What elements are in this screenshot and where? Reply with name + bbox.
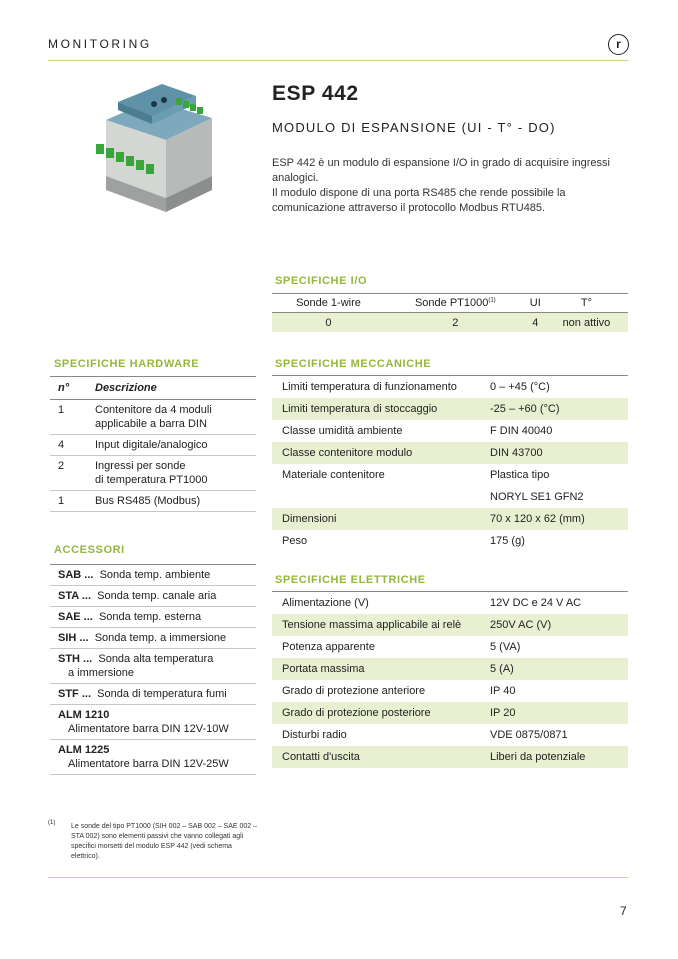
footnote-text: Le sonde del tipo PT1000 (SIH 002 – SAB 002 – SAE 002 – STA 002) sono elementi passivi che vanno collegati agli specifici morsetti del modulo ESP 442 (vedi schema elettrico).	[71, 823, 258, 860]
table-row: STH ... Sonda alta temperatura a immersione	[50, 649, 256, 684]
table-row: Limiti temperatura di funzionamento 0 – +45 (°C)	[272, 376, 628, 399]
io-header: Sonde PT1000$^{(1)}$	[385, 294, 526, 313]
table-row: Tensione massima applicabile ai relè 250V AC (V)	[272, 614, 628, 636]
electrical-table	[272, 591, 628, 768]
table-row: Portata massima 5 (A)	[272, 658, 628, 680]
intro-paragraph-1: ESP 442 è un modulo di espansione I/O in grado di acquisire ingressi analogici.	[272, 157, 610, 184]
io-header: Sonde 1-wire	[272, 294, 385, 313]
brand-logo-icon: r	[608, 34, 629, 55]
mechanical-section-title: SPECIFICHE MECCANICHE	[275, 358, 432, 370]
table-row: ALM 1210 Alimentatore barra DIN 12V-10W	[50, 705, 256, 740]
device-image	[92, 80, 216, 218]
table-row: Classe contenitore modulo DIN 43700	[272, 442, 628, 464]
table-row	[50, 435, 256, 456]
intro-paragraph-2: Il modulo dispone di una porta RS485 che rende possibile la comunicazione attraverso il protocollo Modbus RTU485.	[272, 187, 566, 214]
accessories-section-title: ACCESSORI	[54, 544, 125, 556]
intro-text	[272, 156, 632, 216]
io-header: T°	[545, 294, 628, 313]
hardware-n: 1	[50, 491, 95, 512]
table-row	[50, 400, 256, 435]
io-table	[272, 293, 628, 332]
table-row: STA ... Sonda temp. canale aria	[50, 586, 256, 607]
hardware-n: 4	[50, 435, 95, 456]
mechanical-table	[272, 375, 628, 552]
io-value: 4	[526, 313, 545, 333]
io-value: 0	[272, 313, 385, 333]
hardware-table	[50, 376, 256, 512]
table-row: Grado di protezione anteriore IP 40	[282, 685, 516, 697]
table-row: Materiale contenitore Plastica tipo NORYL SE1 GFN2	[282, 469, 584, 503]
hardware-n: 2	[50, 456, 95, 491]
table-row: SAE ... Sonda temp. esterna	[50, 607, 256, 628]
table-row: Contatti d'uscita Liberi da potenziale	[272, 746, 628, 768]
hardware-desc: Bus RS485 (Modbus)	[95, 491, 256, 512]
hardware-desc: Input digitale/analogico	[95, 435, 256, 456]
page-number: 7	[620, 904, 627, 918]
hardware-col-desc: Descrizione	[95, 377, 256, 400]
table-row: SIH ... Sonda temp. a immersione	[50, 628, 256, 649]
hardware-desc: Ingressi per sonde di temperatura PT1000	[95, 456, 256, 491]
table-row: Disturbi radio VDE 0875/0871	[282, 729, 568, 741]
hardware-section-title: SPECIFICHE HARDWARE	[54, 358, 200, 370]
section-title: MONITORING	[48, 37, 152, 51]
table-row: Limiti temperatura di stoccaggio -25 – +60 (°C)	[272, 398, 628, 420]
accessories-table	[50, 564, 256, 775]
hardware-desc: Contenitore da 4 moduli applicabile a barra DIN	[95, 400, 256, 435]
top-divider	[48, 60, 628, 61]
io-header: UI	[526, 294, 545, 313]
bottom-divider	[48, 877, 628, 878]
io-value: 2	[385, 313, 526, 333]
electrical-section-title: SPECIFICHE ELETTRICHE	[275, 574, 426, 586]
footnote-mark: (1)	[48, 820, 56, 826]
table-row: Dimensioni 70 x 120 x 62 (mm)	[272, 508, 628, 530]
footnote-ref: (1)	[488, 297, 496, 304]
table-row: STF ... Sonda di temperatura fumi	[50, 684, 256, 705]
table-row: Potenza apparente 5 (VA)	[282, 641, 521, 653]
io-value: non attivo	[545, 313, 628, 333]
product-subtitle: MODULO DI ESPANSIONE (UI - T° - DO)	[272, 120, 556, 135]
io-section-title: SPECIFICHE I/O	[275, 275, 368, 287]
table-row	[50, 491, 256, 512]
hardware-col-n: n°	[50, 377, 95, 400]
table-row	[50, 456, 256, 491]
table-row: Grado di protezione posteriore IP 20	[272, 702, 628, 724]
table-row: ALM 1225 Alimentatore barra DIN 12V-25W	[50, 740, 256, 775]
product-title: ESP 442	[272, 82, 359, 105]
hardware-n: 1	[50, 400, 95, 435]
table-row: Alimentazione (V) 12V DC e 24 V AC	[272, 592, 628, 615]
table-row: Peso 175 (g)	[282, 535, 525, 547]
table-row: Classe umidità ambiente F DIN 40040	[282, 425, 553, 437]
table-row: SAB ... Sonda temp. ambiente	[50, 565, 256, 586]
